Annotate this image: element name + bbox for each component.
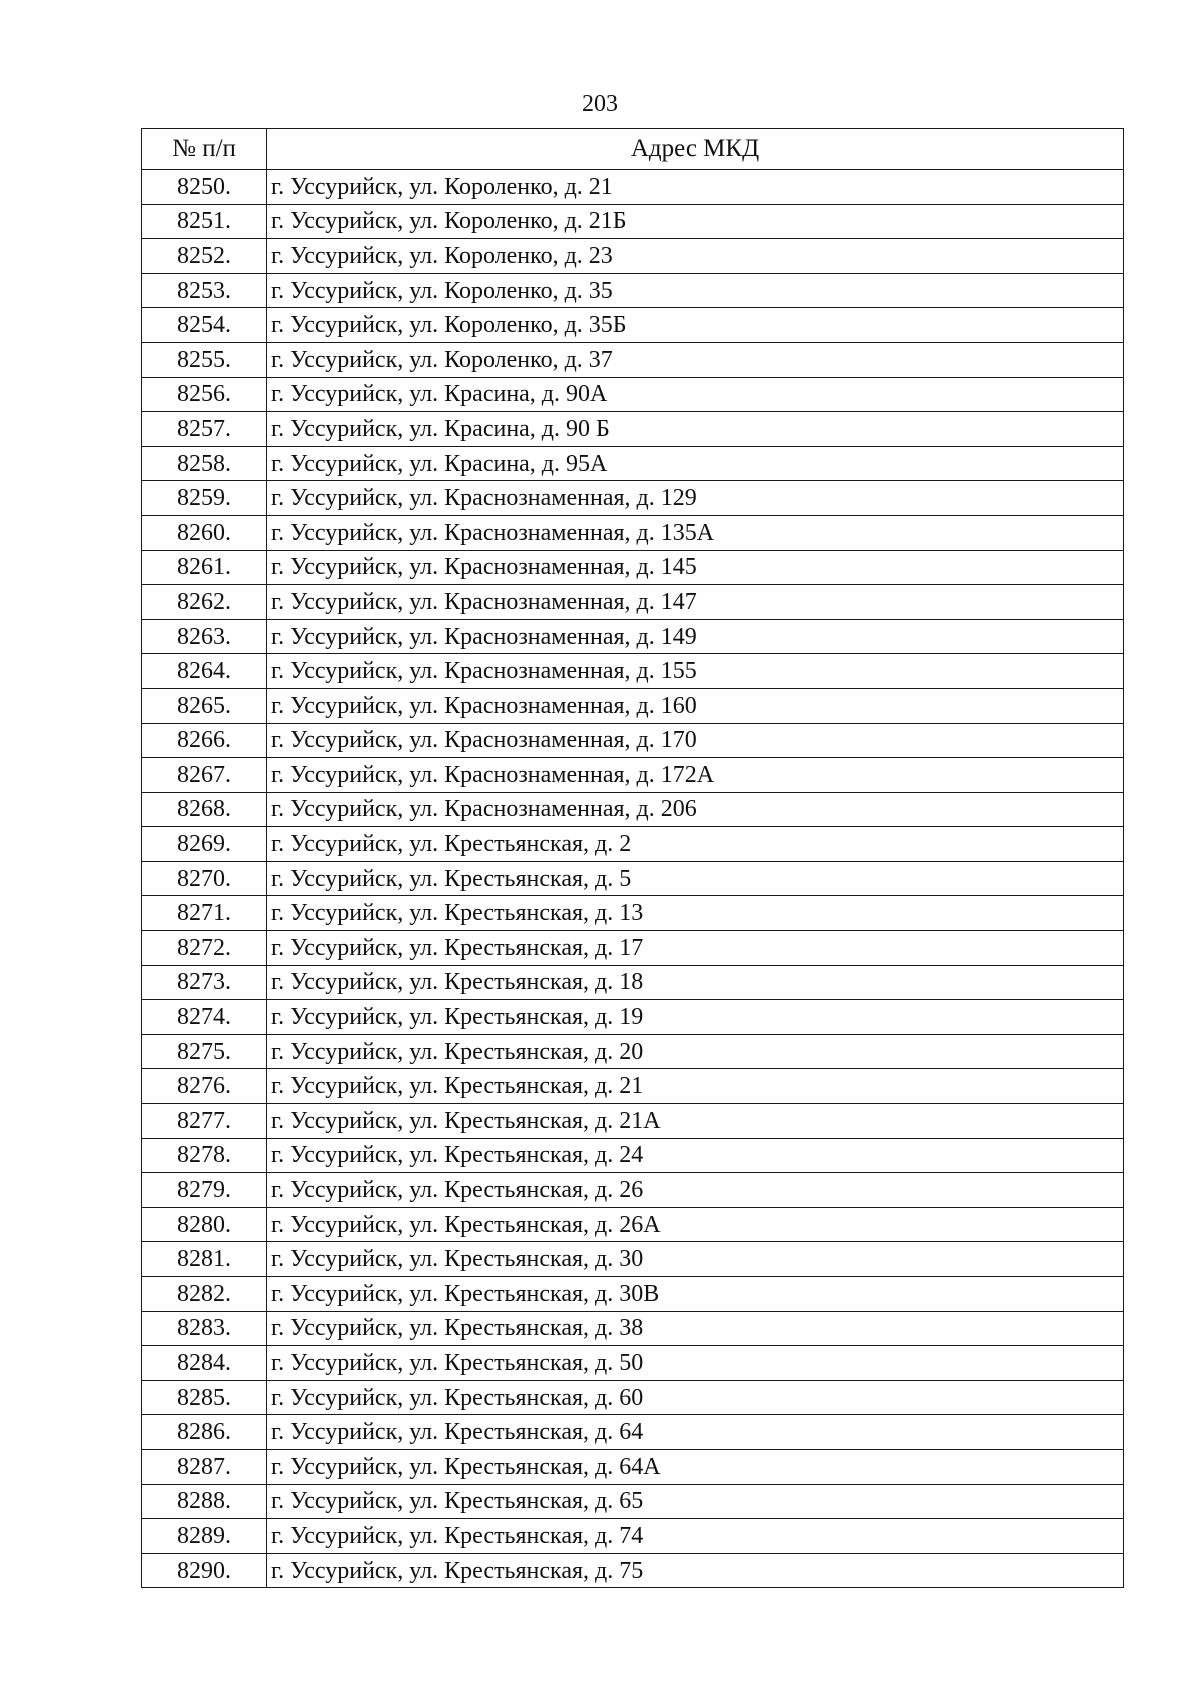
table-row [142, 585, 1124, 620]
row-address: г. Уссурийск, ул. Крестьянская, д. 18 [267, 965, 1124, 1000]
table-row [142, 446, 1124, 481]
header-row [142, 129, 1124, 170]
row-address: г. Уссурийск, ул. Крестьянская, д. 74 [267, 1519, 1124, 1554]
row-address: г. Уссурийск, ул. Крестьянская, д. 60 [267, 1380, 1124, 1415]
header-address: Адрес МКД [267, 129, 1124, 170]
row-number: 8267. [142, 758, 267, 793]
row-address: г. Уссурийск, ул. Короленко, д. 21 [267, 170, 1124, 205]
table-row [142, 1000, 1124, 1035]
row-number: 8251. [142, 204, 267, 239]
row-address: г. Уссурийск, ул. Крестьянская, д. 64 [267, 1415, 1124, 1450]
table-row [142, 965, 1124, 1000]
table-row [142, 723, 1124, 758]
page-number: 203 [582, 91, 618, 117]
row-number: 8252. [142, 239, 267, 274]
address-table [141, 128, 1124, 1588]
row-address: г. Уссурийск, ул. Крестьянская, д. 65 [267, 1484, 1124, 1519]
row-address: г. Уссурийск, ул. Крестьянская, д. 50 [267, 1346, 1124, 1381]
table-row [142, 1519, 1124, 1554]
row-number: 8262. [142, 585, 267, 620]
row-number: 8288. [142, 1484, 267, 1519]
row-number: 8282. [142, 1277, 267, 1312]
row-address: г. Уссурийск, ул. Крестьянская, д. 13 [267, 896, 1124, 931]
row-number: 8281. [142, 1242, 267, 1277]
row-address: г. Уссурийск, ул. Краснознаменная, д. 135А [267, 515, 1124, 550]
row-address: г. Уссурийск, ул. Крестьянская, д. 75 [267, 1553, 1124, 1588]
table-row [142, 654, 1124, 689]
row-address: г. Уссурийск, ул. Красина, д. 90А [267, 377, 1124, 412]
table-row [142, 481, 1124, 516]
row-address: г. Уссурийск, ул. Краснознаменная, д. 206 [267, 792, 1124, 827]
row-number: 8264. [142, 654, 267, 689]
table-row [142, 619, 1124, 654]
row-number: 8253. [142, 273, 267, 308]
table-row [142, 377, 1124, 412]
row-address: г. Уссурийск, ул. Крестьянская, д. 30 [267, 1242, 1124, 1277]
row-address: г. Уссурийск, ул. Крестьянская, д. 26 [267, 1173, 1124, 1208]
row-address: г. Уссурийск, ул. Крестьянская, д. 26А [267, 1207, 1124, 1242]
row-number: 8279. [142, 1173, 267, 1208]
row-address: г. Уссурийск, ул. Крестьянская, д. 21А [267, 1104, 1124, 1139]
row-number: 8271. [142, 896, 267, 931]
row-number: 8276. [142, 1069, 267, 1104]
row-number: 8289. [142, 1519, 267, 1554]
table-row [142, 342, 1124, 377]
row-number: 8257. [142, 412, 267, 447]
row-number: 8285. [142, 1380, 267, 1415]
table-row [142, 1553, 1124, 1588]
row-address: г. Уссурийск, ул. Короленко, д. 23 [267, 239, 1124, 274]
header-num: № п/п [142, 129, 267, 170]
table-row [142, 861, 1124, 896]
table-row [142, 1138, 1124, 1173]
row-address: г. Уссурийск, ул. Крестьянская, д. 30В [267, 1277, 1124, 1312]
row-address: г. Уссурийск, ул. Красина, д. 90 Б [267, 412, 1124, 447]
row-address: г. Уссурийск, ул. Краснознаменная, д. 129 [267, 481, 1124, 516]
row-address: г. Уссурийск, ул. Крестьянская, д. 2 [267, 827, 1124, 862]
table-row [142, 896, 1124, 931]
row-address: г. Уссурийск, ул. Краснознаменная, д. 172А [267, 758, 1124, 793]
row-number: 8286. [142, 1415, 267, 1450]
table-row [142, 412, 1124, 447]
table-row [142, 515, 1124, 550]
row-number: 8265. [142, 688, 267, 723]
table-row [142, 1173, 1124, 1208]
table-row [142, 758, 1124, 793]
table-row [142, 1415, 1124, 1450]
table-row [142, 1277, 1124, 1312]
table-row [142, 931, 1124, 966]
row-number: 8283. [142, 1311, 267, 1346]
row-number: 8255. [142, 342, 267, 377]
row-number: 8250. [142, 170, 267, 205]
row-address: г. Уссурийск, ул. Короленко, д. 35 [267, 273, 1124, 308]
table-row [142, 239, 1124, 274]
row-number: 8259. [142, 481, 267, 516]
row-number: 8287. [142, 1449, 267, 1484]
table-row [142, 1346, 1124, 1381]
table-row [142, 688, 1124, 723]
row-number: 8258. [142, 446, 267, 481]
row-address: г. Уссурийск, ул. Короленко, д. 35Б [267, 308, 1124, 343]
row-number: 8280. [142, 1207, 267, 1242]
table-row [142, 1380, 1124, 1415]
row-number: 8290. [142, 1553, 267, 1588]
table-row [142, 170, 1124, 205]
row-number: 8266. [142, 723, 267, 758]
row-number: 8274. [142, 1000, 267, 1035]
row-address: г. Уссурийск, ул. Крестьянская, д. 64А [267, 1449, 1124, 1484]
table-row [142, 1242, 1124, 1277]
table-row [142, 1069, 1124, 1104]
row-number: 8260. [142, 515, 267, 550]
row-address: г. Уссурийск, ул. Крестьянская, д. 21 [267, 1069, 1124, 1104]
table-row [142, 827, 1124, 862]
row-number: 8277. [142, 1104, 267, 1139]
row-address: г. Уссурийск, ул. Крестьянская, д. 5 [267, 861, 1124, 896]
row-number: 8273. [142, 965, 267, 1000]
row-address: г. Уссурийск, ул. Крестьянская, д. 17 [267, 931, 1124, 966]
table-row [142, 550, 1124, 585]
row-address: г. Уссурийск, ул. Крестьянская, д. 20 [267, 1034, 1124, 1069]
row-address: г. Уссурийск, ул. Краснознаменная, д. 170 [267, 723, 1124, 758]
row-number: 8269. [142, 827, 267, 862]
row-address: г. Уссурийск, ул. Краснознаменная, д. 160 [267, 688, 1124, 723]
table-row [142, 1484, 1124, 1519]
row-address: г. Уссурийск, ул. Красина, д. 95А [267, 446, 1124, 481]
table-body [142, 170, 1124, 1588]
row-number: 8272. [142, 931, 267, 966]
row-address: г. Уссурийск, ул. Краснознаменная, д. 155 [267, 654, 1124, 689]
table-row [142, 1207, 1124, 1242]
row-address: г. Уссурийск, ул. Короленко, д. 37 [267, 342, 1124, 377]
row-number: 8256. [142, 377, 267, 412]
row-number: 8278. [142, 1138, 267, 1173]
row-address: г. Уссурийск, ул. Крестьянская, д. 19 [267, 1000, 1124, 1035]
table-row [142, 1311, 1124, 1346]
row-address: г. Уссурийск, ул. Крестьянская, д. 24 [267, 1138, 1124, 1173]
row-number: 8268. [142, 792, 267, 827]
row-number: 8261. [142, 550, 267, 585]
table-row [142, 308, 1124, 343]
row-number: 8275. [142, 1034, 267, 1069]
row-number: 8270. [142, 861, 267, 896]
table-row [142, 1034, 1124, 1069]
row-address: г. Уссурийск, ул. Краснознаменная, д. 149 [267, 619, 1124, 654]
table-row [142, 1104, 1124, 1139]
row-address: г. Уссурийск, ул. Краснознаменная, д. 147 [267, 585, 1124, 620]
table-row [142, 273, 1124, 308]
row-number: 8254. [142, 308, 267, 343]
row-address: г. Уссурийск, ул. Крестьянская, д. 38 [267, 1311, 1124, 1346]
table-row [142, 792, 1124, 827]
row-number: 8284. [142, 1346, 267, 1381]
row-number: 8263. [142, 619, 267, 654]
row-address: г. Уссурийск, ул. Короленко, д. 21Б [267, 204, 1124, 239]
table-row [142, 1449, 1124, 1484]
row-address: г. Уссурийск, ул. Краснознаменная, д. 145 [267, 550, 1124, 585]
table-row [142, 204, 1124, 239]
table-header [142, 129, 1124, 170]
